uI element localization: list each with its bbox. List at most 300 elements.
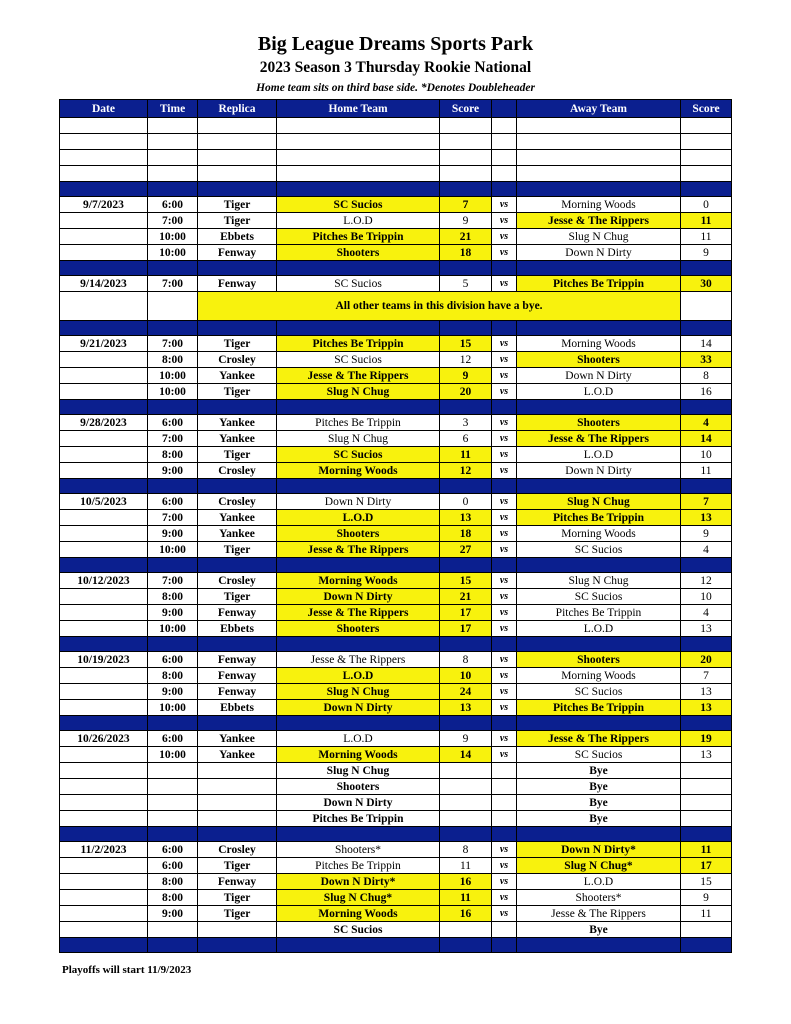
away-score-cell: 13 xyxy=(681,700,732,716)
game-row xyxy=(60,621,732,637)
separator-cell xyxy=(492,558,517,573)
week-separator xyxy=(60,827,732,842)
away-score-cell: 17 xyxy=(681,858,732,874)
replica-cell: Tiger xyxy=(198,384,277,400)
time-cell: 10:00 xyxy=(148,621,198,637)
separator-cell xyxy=(148,400,198,415)
bye-team-cell: Slug N Chug xyxy=(277,763,440,779)
replica-cell: Tiger xyxy=(198,197,277,213)
separator-cell xyxy=(60,716,148,731)
home-score-cell: 21 xyxy=(440,229,492,245)
home-team-cell: Jesse & The Rippers xyxy=(277,652,440,668)
week-separator xyxy=(60,479,732,494)
replica-cell: Ebbets xyxy=(198,621,277,637)
date-cell xyxy=(60,874,148,890)
time-cell: 10:00 xyxy=(148,747,198,763)
separator-cell xyxy=(60,400,148,415)
home-score-cell: 27 xyxy=(440,542,492,558)
game-row xyxy=(60,352,732,368)
replica-cell: Fenway xyxy=(198,874,277,890)
away-score-cell: 8 xyxy=(681,368,732,384)
away-score-cell: 11 xyxy=(681,213,732,229)
game-row xyxy=(60,684,732,700)
game-row xyxy=(60,652,732,668)
separator-cell xyxy=(198,558,277,573)
home-team-cell: Morning Woods xyxy=(277,747,440,763)
home-score-cell: 18 xyxy=(440,245,492,261)
away-score-cell: 14 xyxy=(681,431,732,447)
game-row xyxy=(60,573,732,589)
replica-cell: Yankee xyxy=(198,731,277,747)
separator-cell xyxy=(492,400,517,415)
replica-cell: Yankee xyxy=(198,747,277,763)
empty-cell xyxy=(198,763,277,779)
blank-row xyxy=(60,118,732,134)
separator-cell xyxy=(148,827,198,842)
home-team-cell: Shooters xyxy=(277,526,440,542)
empty-cell xyxy=(60,779,148,795)
home-score-cell: 9 xyxy=(440,213,492,229)
empty-cell xyxy=(492,811,517,827)
replica-cell: Fenway xyxy=(198,652,277,668)
empty-cell xyxy=(440,150,492,166)
separator-cell xyxy=(440,400,492,415)
separator-cell xyxy=(60,637,148,652)
separator-cell xyxy=(681,400,732,415)
date-cell xyxy=(60,526,148,542)
empty-cell xyxy=(492,166,517,182)
game-row xyxy=(60,384,732,400)
date-cell xyxy=(60,747,148,763)
date-cell xyxy=(60,510,148,526)
date-cell xyxy=(60,368,148,384)
home-team-cell: L.O.D xyxy=(277,668,440,684)
week-separator xyxy=(60,321,732,336)
home-team-cell: Slug N Chug xyxy=(277,431,440,447)
empty-cell xyxy=(60,118,148,134)
home-team-cell: Shooters xyxy=(277,621,440,637)
empty-cell xyxy=(440,118,492,134)
empty-cell xyxy=(148,134,198,150)
vs-cell: vs xyxy=(492,526,517,542)
empty-cell xyxy=(492,795,517,811)
home-score-cell: 20 xyxy=(440,384,492,400)
home-score-cell: 13 xyxy=(440,510,492,526)
col-header-home-team: Home Team xyxy=(277,100,440,118)
empty-cell xyxy=(60,166,148,182)
away-team-cell: Slug N Chug xyxy=(517,573,681,589)
away-score-cell: 10 xyxy=(681,447,732,463)
time-cell: 6:00 xyxy=(148,842,198,858)
vs-cell: vs xyxy=(492,336,517,352)
game-row xyxy=(60,463,732,479)
replica-cell: Ebbets xyxy=(198,229,277,245)
date-cell xyxy=(60,858,148,874)
replica-cell: Fenway xyxy=(198,276,277,292)
home-score-cell: 17 xyxy=(440,621,492,637)
date-cell: 9/28/2023 xyxy=(60,415,148,431)
game-row xyxy=(60,874,732,890)
separator-cell xyxy=(148,261,198,276)
col-header-away-score: Score xyxy=(681,100,732,118)
empty-cell xyxy=(492,118,517,134)
bye-team-cell: Shooters xyxy=(277,779,440,795)
empty-cell xyxy=(148,118,198,134)
date-cell xyxy=(60,352,148,368)
empty-cell xyxy=(440,795,492,811)
home-score-cell: 8 xyxy=(440,842,492,858)
empty-cell xyxy=(148,292,198,321)
away-team-cell: Shooters xyxy=(517,415,681,431)
away-team-cell: SC Sucios xyxy=(517,684,681,700)
empty-cell xyxy=(148,763,198,779)
date-cell: 10/19/2023 xyxy=(60,652,148,668)
date-cell xyxy=(60,684,148,700)
time-cell: 6:00 xyxy=(148,415,198,431)
vs-cell: vs xyxy=(492,510,517,526)
home-team-cell: Shooters* xyxy=(277,842,440,858)
separator-cell xyxy=(681,716,732,731)
replica-cell: Tiger xyxy=(198,589,277,605)
date-cell xyxy=(60,589,148,605)
bye-row xyxy=(60,779,732,795)
separator-cell xyxy=(148,321,198,336)
separator-cell xyxy=(148,938,198,953)
away-team-cell: Morning Woods xyxy=(517,668,681,684)
separator-cell xyxy=(198,827,277,842)
vs-cell: vs xyxy=(492,589,517,605)
vs-cell: vs xyxy=(492,463,517,479)
blank-row xyxy=(60,134,732,150)
col-header-replica: Replica xyxy=(198,100,277,118)
bye-notice-row xyxy=(60,292,732,321)
away-score-cell: 15 xyxy=(681,874,732,890)
separator-cell xyxy=(440,716,492,731)
home-score-cell: 7 xyxy=(440,197,492,213)
date-cell xyxy=(60,229,148,245)
date-cell xyxy=(60,463,148,479)
separator-cell xyxy=(277,321,440,336)
replica-cell: Crosley xyxy=(198,494,277,510)
home-team-cell: Slug N Chug xyxy=(277,384,440,400)
separator-cell xyxy=(492,321,517,336)
home-team-cell: SC Sucios xyxy=(277,197,440,213)
replica-cell: Yankee xyxy=(198,431,277,447)
separator-cell xyxy=(517,261,681,276)
time-cell: 9:00 xyxy=(148,605,198,621)
vs-cell: vs xyxy=(492,384,517,400)
empty-cell xyxy=(60,134,148,150)
page-title: Big League Dreams Sports Park xyxy=(257,33,534,55)
game-row xyxy=(60,731,732,747)
separator-cell xyxy=(148,637,198,652)
game-row xyxy=(60,245,732,261)
date-cell: 10/12/2023 xyxy=(60,573,148,589)
home-team-cell: Pitches Be Trippin xyxy=(277,336,440,352)
empty-cell xyxy=(492,779,517,795)
away-team-cell: SC Sucios xyxy=(517,747,681,763)
replica-cell: Crosley xyxy=(198,573,277,589)
time-cell: 8:00 xyxy=(148,589,198,605)
replica-cell: Tiger xyxy=(198,890,277,906)
separator-cell xyxy=(440,182,492,197)
separator-cell xyxy=(517,321,681,336)
home-score-cell: 15 xyxy=(440,573,492,589)
home-score-cell: 15 xyxy=(440,336,492,352)
separator-cell xyxy=(148,182,198,197)
away-score-cell: 16 xyxy=(681,384,732,400)
away-team-cell: L.O.D xyxy=(517,447,681,463)
empty-cell xyxy=(277,150,440,166)
empty-cell xyxy=(60,150,148,166)
empty-cell xyxy=(492,134,517,150)
home-score-cell: 16 xyxy=(440,906,492,922)
separator-cell xyxy=(277,716,440,731)
home-score-cell: 12 xyxy=(440,463,492,479)
empty-cell xyxy=(681,292,732,321)
empty-cell xyxy=(440,134,492,150)
separator-cell xyxy=(60,827,148,842)
time-cell: 9:00 xyxy=(148,463,198,479)
date-cell xyxy=(60,605,148,621)
time-cell: 7:00 xyxy=(148,573,198,589)
vs-cell: vs xyxy=(492,906,517,922)
bye-row xyxy=(60,795,732,811)
away-team-cell: Slug N Chug xyxy=(517,494,681,510)
week-separator xyxy=(60,558,732,573)
game-row xyxy=(60,700,732,716)
schedule-body xyxy=(60,118,732,953)
empty-cell xyxy=(198,134,277,150)
separator-cell xyxy=(517,827,681,842)
empty-cell xyxy=(198,118,277,134)
home-score-cell: 8 xyxy=(440,652,492,668)
away-score-cell: 9 xyxy=(681,526,732,542)
separator-cell xyxy=(60,558,148,573)
separator-cell xyxy=(198,479,277,494)
home-team-cell: Down N Dirty xyxy=(277,494,440,510)
game-row xyxy=(60,668,732,684)
home-score-cell: 11 xyxy=(440,890,492,906)
home-team-cell: L.O.D xyxy=(277,731,440,747)
separator-cell xyxy=(440,637,492,652)
empty-cell xyxy=(277,134,440,150)
date-cell: 9/7/2023 xyxy=(60,197,148,213)
home-team-cell: Morning Woods xyxy=(277,463,440,479)
home-team-cell: Pitches Be Trippin xyxy=(277,858,440,874)
game-row xyxy=(60,842,732,858)
game-row xyxy=(60,747,732,763)
home-team-cell: Slug N Chug xyxy=(277,684,440,700)
vs-cell: vs xyxy=(492,197,517,213)
week-separator xyxy=(60,400,732,415)
week-separator xyxy=(60,182,732,197)
bye-label-cell: Bye xyxy=(517,811,681,827)
separator-cell xyxy=(492,261,517,276)
home-score-cell: 9 xyxy=(440,731,492,747)
game-row xyxy=(60,906,732,922)
separator-cell xyxy=(681,479,732,494)
home-score-cell: 0 xyxy=(440,494,492,510)
away-team-cell: Pitches Be Trippin xyxy=(517,276,681,292)
empty-cell xyxy=(681,150,732,166)
vs-cell: vs xyxy=(492,431,517,447)
away-team-cell: L.O.D xyxy=(517,384,681,400)
away-score-cell: 11 xyxy=(681,229,732,245)
time-cell: 9:00 xyxy=(148,526,198,542)
home-score-cell: 10 xyxy=(440,668,492,684)
away-team-cell: L.O.D xyxy=(517,874,681,890)
week-separator xyxy=(60,637,732,652)
date-cell xyxy=(60,621,148,637)
footer-note: Playoffs will start 11/9/2023 xyxy=(62,964,192,976)
time-cell: 7:00 xyxy=(148,431,198,447)
empty-cell xyxy=(681,795,732,811)
game-row xyxy=(60,542,732,558)
separator-cell xyxy=(277,261,440,276)
time-cell: 10:00 xyxy=(148,384,198,400)
empty-cell xyxy=(148,150,198,166)
vs-cell: vs xyxy=(492,447,517,463)
empty-cell xyxy=(148,779,198,795)
time-cell: 6:00 xyxy=(148,731,198,747)
separator-cell xyxy=(492,827,517,842)
empty-cell xyxy=(277,166,440,182)
replica-cell: Crosley xyxy=(198,352,277,368)
vs-cell: vs xyxy=(492,700,517,716)
separator-cell xyxy=(277,400,440,415)
home-score-cell: 14 xyxy=(440,747,492,763)
separator-cell xyxy=(60,938,148,953)
away-score-cell: 9 xyxy=(681,245,732,261)
game-row xyxy=(60,415,732,431)
away-score-cell: 0 xyxy=(681,197,732,213)
date-cell: 11/2/2023 xyxy=(60,842,148,858)
replica-cell: Tiger xyxy=(198,858,277,874)
game-row xyxy=(60,494,732,510)
home-score-cell: 13 xyxy=(440,700,492,716)
game-row xyxy=(60,447,732,463)
replica-cell: Yankee xyxy=(198,510,277,526)
away-team-cell: Slug N Chug* xyxy=(517,858,681,874)
vs-cell: vs xyxy=(492,890,517,906)
home-score-cell: 6 xyxy=(440,431,492,447)
empty-cell xyxy=(148,795,198,811)
separator-cell xyxy=(681,827,732,842)
col-header-away-team: Away Team xyxy=(517,100,681,118)
away-team-cell: Jesse & The Rippers xyxy=(517,906,681,922)
date-cell xyxy=(60,700,148,716)
date-cell: 9/21/2023 xyxy=(60,336,148,352)
bye-label-cell: Bye xyxy=(517,922,681,938)
separator-cell xyxy=(681,938,732,953)
separator-cell xyxy=(277,637,440,652)
separator-cell xyxy=(681,261,732,276)
separator-cell xyxy=(198,261,277,276)
separator-cell xyxy=(517,558,681,573)
empty-cell xyxy=(60,922,148,938)
time-cell: 10:00 xyxy=(148,700,198,716)
separator-cell xyxy=(440,261,492,276)
empty-cell xyxy=(440,922,492,938)
col-header-vs xyxy=(492,100,517,118)
separator-cell xyxy=(198,637,277,652)
away-score-cell: 11 xyxy=(681,842,732,858)
time-cell: 7:00 xyxy=(148,213,198,229)
empty-cell xyxy=(517,134,681,150)
home-team-cell: Pitches Be Trippin xyxy=(277,229,440,245)
home-team-cell: Morning Woods xyxy=(277,573,440,589)
away-team-cell: Slug N Chug xyxy=(517,229,681,245)
separator-cell xyxy=(277,558,440,573)
game-row xyxy=(60,890,732,906)
date-cell: 9/14/2023 xyxy=(60,276,148,292)
empty-cell xyxy=(517,166,681,182)
home-score-cell: 11 xyxy=(440,858,492,874)
game-row xyxy=(60,336,732,352)
week-separator xyxy=(60,261,732,276)
separator-cell xyxy=(198,182,277,197)
replica-cell: Crosley xyxy=(198,463,277,479)
replica-cell: Yankee xyxy=(198,526,277,542)
away-score-cell: 13 xyxy=(681,510,732,526)
home-score-cell: 17 xyxy=(440,605,492,621)
away-score-cell: 11 xyxy=(681,463,732,479)
empty-cell xyxy=(492,150,517,166)
game-row xyxy=(60,605,732,621)
vs-cell: vs xyxy=(492,731,517,747)
separator-cell xyxy=(492,182,517,197)
empty-cell xyxy=(492,763,517,779)
vs-cell: vs xyxy=(492,874,517,890)
date-cell xyxy=(60,447,148,463)
schedule-table xyxy=(59,99,732,953)
time-cell: 8:00 xyxy=(148,890,198,906)
week-separator xyxy=(60,716,732,731)
away-score-cell: 20 xyxy=(681,652,732,668)
week-separator xyxy=(60,938,732,953)
replica-cell: Yankee xyxy=(198,368,277,384)
separator-cell xyxy=(277,182,440,197)
time-cell: 7:00 xyxy=(148,510,198,526)
home-score-cell: 21 xyxy=(440,589,492,605)
replica-cell: Tiger xyxy=(198,213,277,229)
date-cell xyxy=(60,384,148,400)
separator-cell xyxy=(440,479,492,494)
empty-cell xyxy=(517,118,681,134)
away-score-cell: 7 xyxy=(681,668,732,684)
page-subtitle: 2023 Season 3 Thursday Rookie National xyxy=(259,59,532,76)
empty-cell xyxy=(198,779,277,795)
separator-cell xyxy=(60,321,148,336)
vs-cell: vs xyxy=(492,229,517,245)
date-cell xyxy=(60,668,148,684)
home-team-cell: L.O.D xyxy=(277,510,440,526)
home-team-cell: Down N Dirty xyxy=(277,700,440,716)
time-cell: 7:00 xyxy=(148,336,198,352)
col-header-date: Date xyxy=(60,100,148,118)
empty-cell xyxy=(148,166,198,182)
game-row xyxy=(60,197,732,213)
empty-cell xyxy=(440,763,492,779)
away-team-cell: SC Sucios xyxy=(517,589,681,605)
home-team-cell: L.O.D xyxy=(277,213,440,229)
home-team-cell: Pitches Be Trippin xyxy=(277,415,440,431)
game-row xyxy=(60,589,732,605)
time-cell: 9:00 xyxy=(148,684,198,700)
away-score-cell: 14 xyxy=(681,336,732,352)
vs-cell: vs xyxy=(492,542,517,558)
